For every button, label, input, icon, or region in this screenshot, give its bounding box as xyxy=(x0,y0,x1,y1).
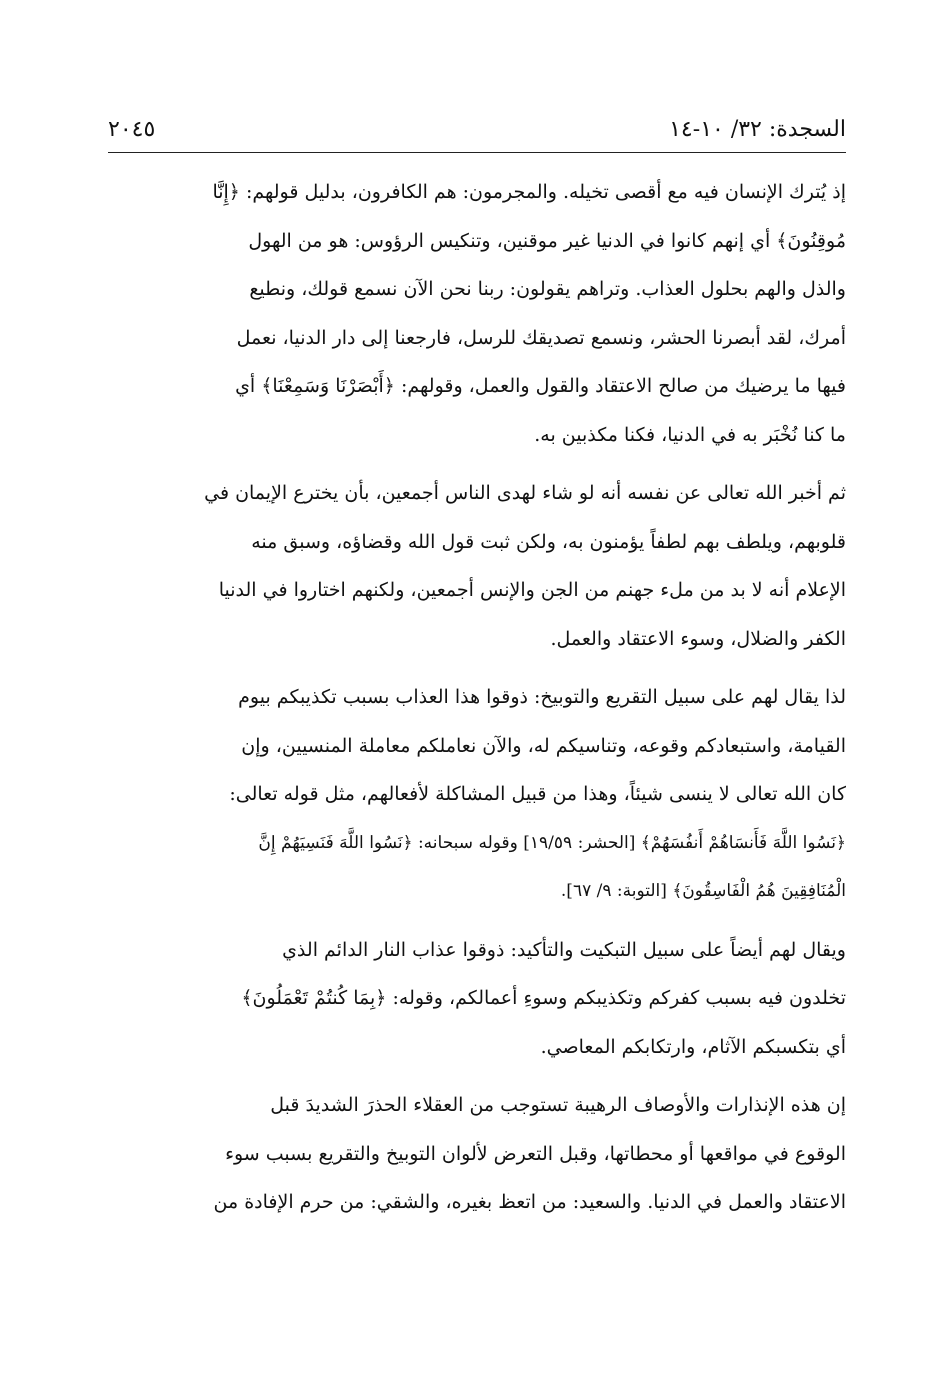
text-line: إذ يُترك الإنسان فيه مع أقصى تخيله. والمجرمون: هم الكافرون، بدليل قولهم: ﴿إِنَّا xyxy=(212,181,846,203)
text-line: تخلدون فيه بسبب كفركم وتكذيبكم وسوءِ أعمالكم، وقوله: ﴿بِمَا كُنتُمْ تَعْمَلُونَ﴾ xyxy=(241,987,846,1009)
text-line: ويقال لهم أيضاً على سبيل التبكيت والتأكيد: ذوقوا عذاب النار الدائم الذي xyxy=(282,938,846,961)
text-line: أمرك، لقد أبصرنا الحشر، ونسمع تصديقك للرسل، فارجعنا إلى دار الدنيا، نعمل xyxy=(236,326,846,349)
page-number: ٢٠٤٥ xyxy=(108,117,156,142)
paragraph xyxy=(108,1081,846,1227)
text-line: والذل والهم بحلول العذاب. وتراهم يقولون: ربنا نحن الآن نسمع قولك، ونطيع xyxy=(249,278,846,300)
text-line: كان الله تعالى لا ينسى شيئاً، وهذا من قبيل المشاكلة لأفعالهم، مثل قوله تعالى: xyxy=(229,783,846,805)
text-line: الكفر والضلال، وسوء الاعتقاد والعمل. xyxy=(550,627,846,650)
text-line: الوقوع في مواقعها أو محطاتها، وقبل التعرض لألوان التوبيخ والتقريع بسبب سوء xyxy=(225,1142,846,1165)
text-line: الاعتقاد والعمل في الدنيا. والسعيد: من اتعظ بغيره، والشقي: من حرم الإفادة من xyxy=(213,1191,846,1213)
text-line: إن هذه الإنذارات والأوصاف الرهيبة تستوجب من العقلاء الحذرَ الشديدَ قبل xyxy=(270,1094,846,1116)
quran-verse-line: ﴿نَسُوا اللَّهَ فَأَنسَاهُمْ أَنفُسَهُمْ﴾ [الحشر: ١٩/٥٩] وقوله سبحانه: ﴿نَسُوا اللَّهَ فَنَسِيَهُمْ إِنَّ xyxy=(258,832,846,853)
page-header xyxy=(108,112,846,153)
paragraph xyxy=(108,673,846,916)
paragraph xyxy=(108,469,846,663)
paragraph xyxy=(108,926,846,1072)
paragraph xyxy=(108,168,846,459)
text-line: ثم أخبر الله تعالى عن نفسه أنه لو شاء لهدى الناس أجمعين، بأن يخترع الإيمان في xyxy=(204,482,846,504)
text-line: الإعلام أنه لا بد من ملء جهنم من الجن والإنس أجمعين، ولكنهم اختاروا في الدنيا xyxy=(218,579,846,601)
quran-verse-line: الْمُنَافِقِينَ هُمُ الْفَاسِقُونَ﴾ [التوبة: ٩/ ٦٧]. xyxy=(560,881,846,901)
text-line: القيامة، واستبعادكم وقوعه، وتناسيكم له، والآن نعاملكم معاملة المنسيين، وإن xyxy=(241,734,846,757)
text-line: ما كنا نُخْبَر به في الدنيا، فكنا مكذبين به. xyxy=(534,423,846,446)
surah-reference: السجدة: ٣٢/ ١٠-١٤ xyxy=(669,117,846,142)
page-body xyxy=(108,168,846,1237)
text-line: قلوبهم، ويلطف بهم لطفاً يؤمنون به، ولكن ثبت قول الله وقضاؤه، وسبق منه xyxy=(251,530,846,553)
text-line: أي بتكسبكم الآثام، وارتكابكم المعاصي. xyxy=(540,1035,846,1058)
text-line: فيها ما يرضيك من صالح الاعتقاد والقول والعمل، وقولهم: ﴿أَبْصَرْنَا وَسَمِعْنَا﴾ أي xyxy=(235,375,846,397)
text-line: مُوقِنُونَ﴾ أي إنهم كانوا في الدنيا غير موقنين، وتنكيس الرؤوس: هو من الهول xyxy=(248,229,846,252)
text-line: لذا يقال لهم على سبيل التقريع والتوبيخ: ذوقوا هذا العذاب بسبب تكذيبكم بيوم xyxy=(238,686,846,708)
